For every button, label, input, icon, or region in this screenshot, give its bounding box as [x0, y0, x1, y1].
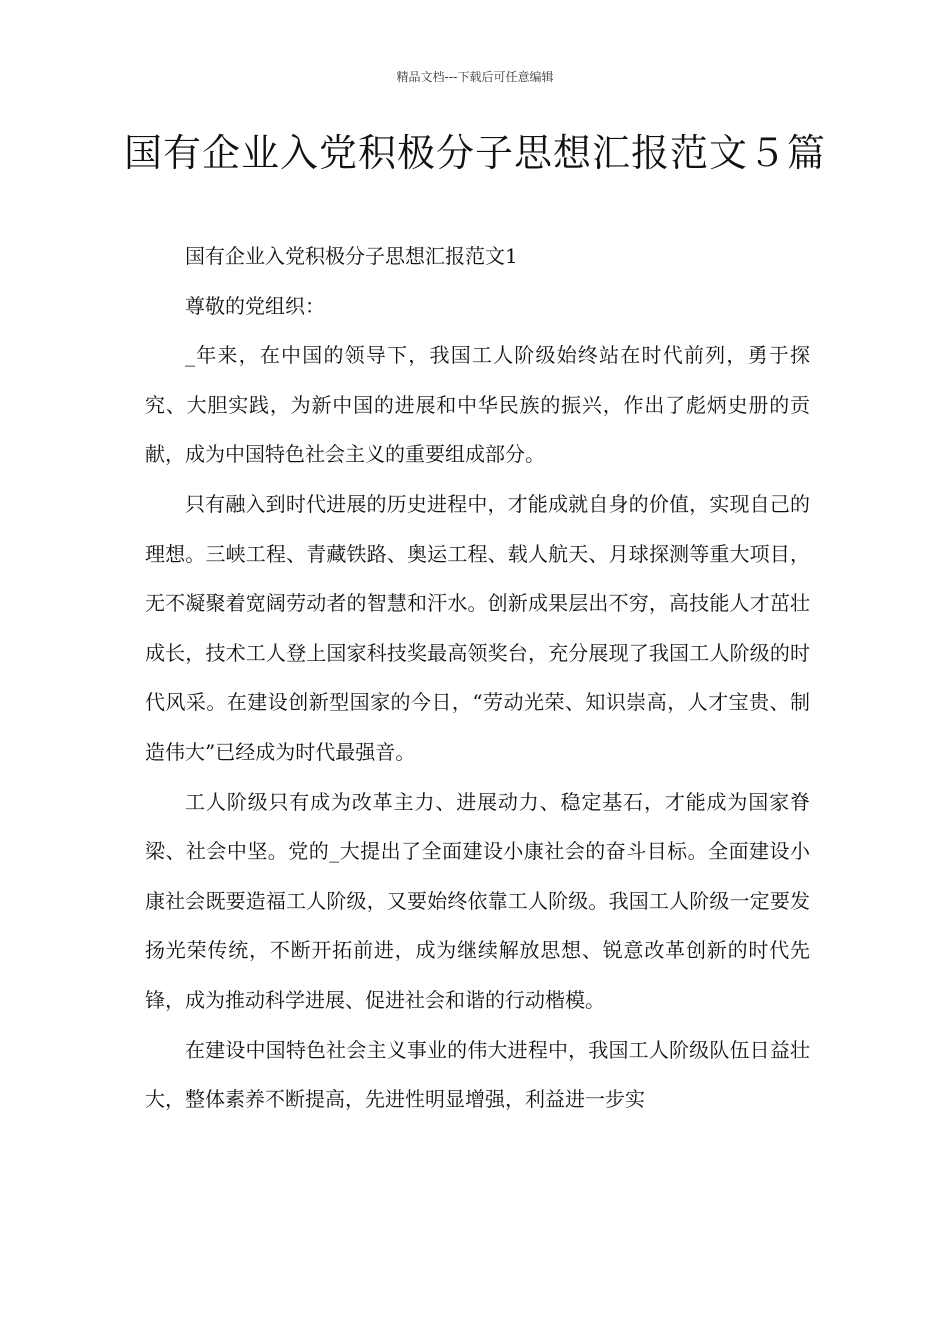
body-paragraph: _年来，在中国的领导下，我国工人阶级始终站在时代前列，勇于探究、大胆实践，为新中国的进展和中华民族的振兴，作出了彪炳史册的贡献，成为中国特色社会主义的重要组成部分。 [145, 343, 810, 467]
header-note: 精品文档---下载后可任意编辑 [396, 70, 554, 84]
document-body [145, 232, 810, 1125]
section-heading: 国有企业入党积极分子思想汇报范文1 [185, 244, 518, 268]
body-paragraph: 只有融入到时代进展的历史进程中，才能成就自身的价值，实现自己的理想。三峡工程、青藏铁路、奥运工程、载人航天、月球探测等重大项目，无不凝聚着宽阔劳动者的智慧和汗水。创新成果层出不穷，高技能人才茁壮成长，技术工人登上国家科技奖最高领奖台，充分展现了我国工人阶级的时代风采。在建设创新型国家的今日，“劳动光荣、知识崇高，人才宝贵、制造伟大”已经成为时代最强音。 [145, 491, 810, 764]
body-paragraph: 工人阶级只有成为改革主力、进展动力、稳定基石，才能成为国家脊梁、社会中坚。党的_大提出了全面建设小康社会的奋斗目标。全面建设小康社会既要造福工人阶级，又要始终依靠工人阶级。我国工人阶级一定要发扬光荣传统，不断开拓前进，成为继续解放思想、锐意改革创新的时代先锋，成为推动科学进展、促进社会和谐的行动楷模。 [145, 789, 810, 1012]
document-title: 国有企业入党积极分子思想汇报范文５篇 [123, 131, 826, 175]
body-paragraph: 在建设中国特色社会主义事业的伟大进程中，我国工人阶级队伍日益壮大，整体素养不断提高，先进性明显增强，利益进一步实 [145, 1037, 810, 1112]
salutation: 尊敬的党组织： [185, 293, 325, 318]
